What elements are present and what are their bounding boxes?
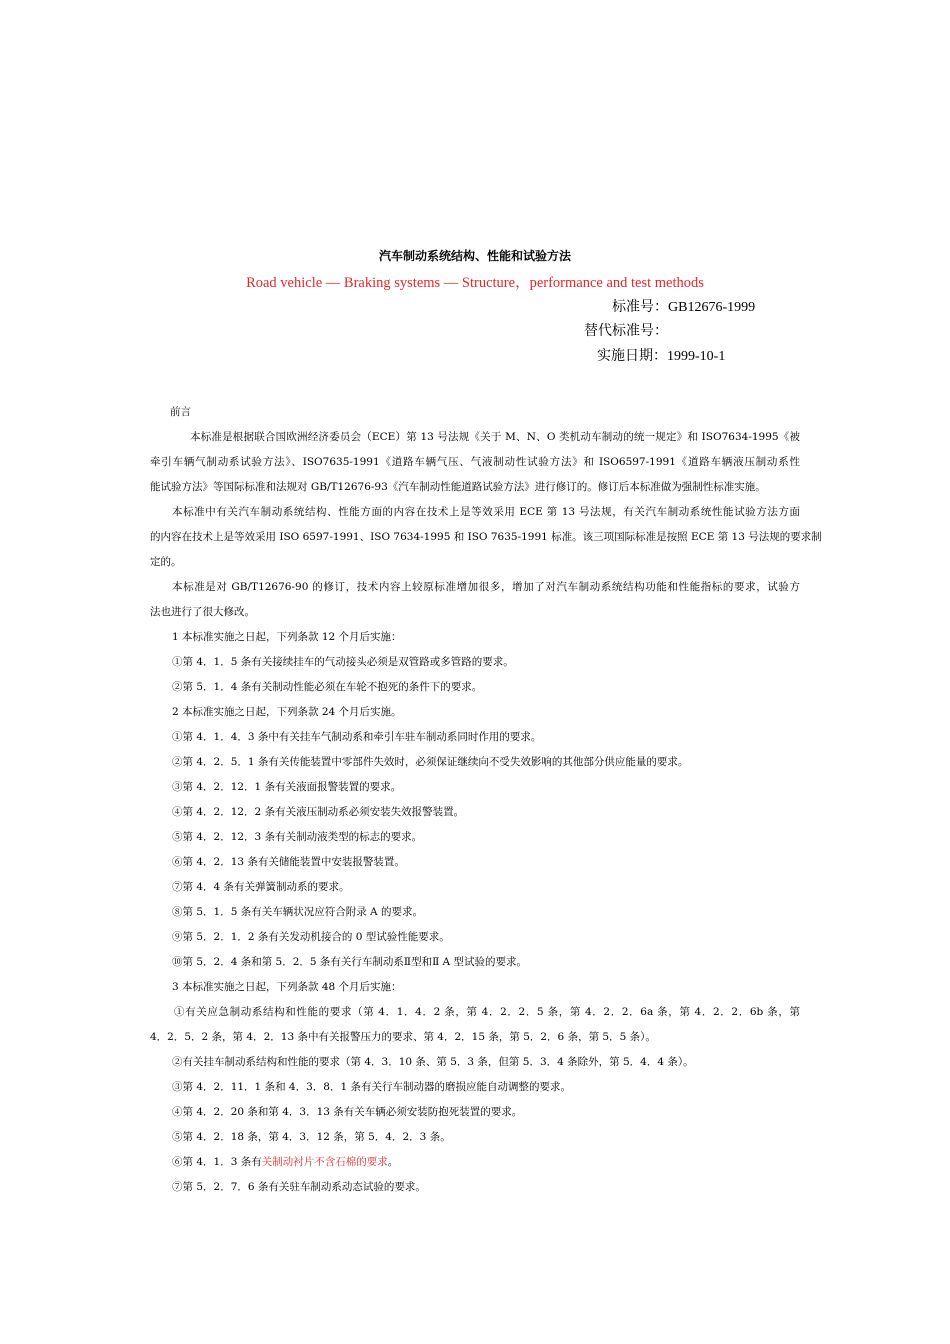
- effective-date: 实施日期：1999-10-1: [597, 349, 726, 364]
- list-item: ④第 4．2．12．2 条有关液压制动系必须安装失效报警装置。: [172, 806, 465, 818]
- paragraph-1-line-2: 牵引车辆气制动系试验方法》、ISO7635-1991《道路车辆气压、气液制动性试验方法》和 ISO6597-1991《道路车辆液压制动系性: [150, 456, 800, 468]
- list-item: ③第 4．2．12．1 条有关液面报警装置的要求。: [172, 781, 402, 793]
- paragraph-1-line-1: 本标准是根据联合国欧洲经济委员会（ECE）第 13 号法规《关于 M、N、O 类机动车制动的统一规定》和 ISO7634-1995《被: [190, 431, 800, 443]
- list-item: ①第 4．1．4．3 条中有关挂车气制动系和牵引车驻车制动系同时作用的要求。: [172, 731, 542, 743]
- list-item: ⑤第 4．2．18 条，第 4．3．12 条，第 5．4．2．3 条。: [172, 1131, 451, 1143]
- list-item: 2 本标准实施之日起，下列条款 24 个月后实施。: [172, 706, 402, 718]
- list-item: ③第 4．2．11．1 条和 4．3．8．1 条有关行车制动器的磨损应能自动调整的要求。: [172, 1081, 571, 1093]
- paragraph-3-line-1: 本标准是对 GB/T12676-90 的修订，技术内容上较原标准增加很多，增加了对汽车制动系统结构功能和性能指标的要求，试验方: [172, 581, 800, 593]
- list-item: ⑥第 4．2．13 条有关储能装置中安装报警装置。: [172, 856, 405, 868]
- list-item: ⑦第 4．4 条有关弹簧制动系的要求。: [172, 881, 350, 893]
- document-title-cn: 汽车制动系统结构、性能和试验方法: [378, 249, 571, 263]
- list-item: ⑤第 4．2．12．3 条有关制动液类型的标志的要求。: [172, 831, 423, 843]
- list-item-3-1-line-1: ①有关应急制动系结构和性能的要求（第 4．1．4．2 条，第 4．2．2．5 条，第 4．2．2．6a 条，第 4．2．2．6b 条，第: [174, 1006, 800, 1018]
- list-item: ②第 5．1．4 条有关制动性能必须在车轮不抱死的条件下的要求。: [172, 681, 483, 693]
- preface-heading: 前言: [170, 406, 191, 418]
- list-item: 3 本标准实施之日起，下列条款 48 个月后实施：: [172, 981, 402, 993]
- paragraph-2-line-1: 本标准中有关汽车制动系统结构、性能方面的内容在技术上是等效采用 ECE 第 13 号法规，有关汽车制动系统性能试验方法方面: [172, 506, 800, 518]
- list-item: ⑩第 5．2．4 条和第 5．2．5 条有关行车制动系Ⅱ型和Ⅱ A 型试验的要求。: [172, 956, 527, 968]
- replaced-standard-number: 替代标准号：: [584, 324, 668, 339]
- list-item: ④第 4．2．20 条和第 4．3．13 条有关车辆必须安装防抱死装置的要求。: [172, 1106, 523, 1118]
- paragraph-2-line-2: 的内容在技术上是等效采用 ISO 6597-1991、ISO 7634-1995 和 ISO 7635-1991 标准。该三项国际标准是按照 ECE 第 13 号法规的要求制: [150, 531, 822, 543]
- paragraph-2-line-3: 定的。: [150, 556, 182, 568]
- list-item-asbestos-suffix: 。: [387, 1156, 399, 1168]
- list-item-3-1-line-2: 4．2．5．2 条，第 4．2．13 条中有关报警压力的要求、第 4．2．15 条，第 5．2．6 条，第 5．5 条）。: [150, 1031, 656, 1043]
- paragraph-1-line-3: 能试验方法》等国际标准和法规对 GB/T12676-93《汽车制动性能道路试验方法》进行修订的。修订后本标准做为强制性标准实施。: [150, 481, 766, 493]
- list-item: ⑦第 5．2．7．6 条有关驻车制动系动态试验的要求。: [172, 1181, 426, 1193]
- document-title-en: Road vehicle — Braking systems — Structure，performance and test methods: [246, 275, 704, 291]
- list-item: ⑨第 5．2．1．2 条有关发动机接合的 0 型试验性能要求。: [172, 931, 450, 943]
- list-item: ⑧第 5．1．5 条有关车辆状况应符合附录 A 的要求。: [172, 906, 423, 918]
- standard-number: 标准号：GB12676-1999: [612, 300, 756, 315]
- list-item-asbestos: [172, 1155, 822, 1169]
- list-item: 1 本标准实施之日起，下列条款 12 个月后实施：: [172, 631, 402, 643]
- list-item: ②第 4．2．5．1 条有关传能装置中零部件失效时，必须保证继续向不受失效影响的其他部分供应能量的要求。: [172, 756, 689, 768]
- paragraph-3-line-2: 法也进行了很大修改。: [150, 606, 255, 618]
- asbestos-highlight: 关制动衬片不含石棉的要求: [261, 1156, 388, 1168]
- list-item: ①第 4．1．5 条有关接续挂车的气动接头必须是双管路或多管路的要求。: [172, 656, 514, 668]
- list-item-asbestos-prefix: ⑥第 4．1．3 条有: [172, 1156, 262, 1168]
- list-item: ②有关挂车制动系结构和性能的要求（第 4．3．10 条、第 5．3 条，但第 5．3．4 条除外，第 5．4．4 条）。: [172, 1056, 694, 1068]
